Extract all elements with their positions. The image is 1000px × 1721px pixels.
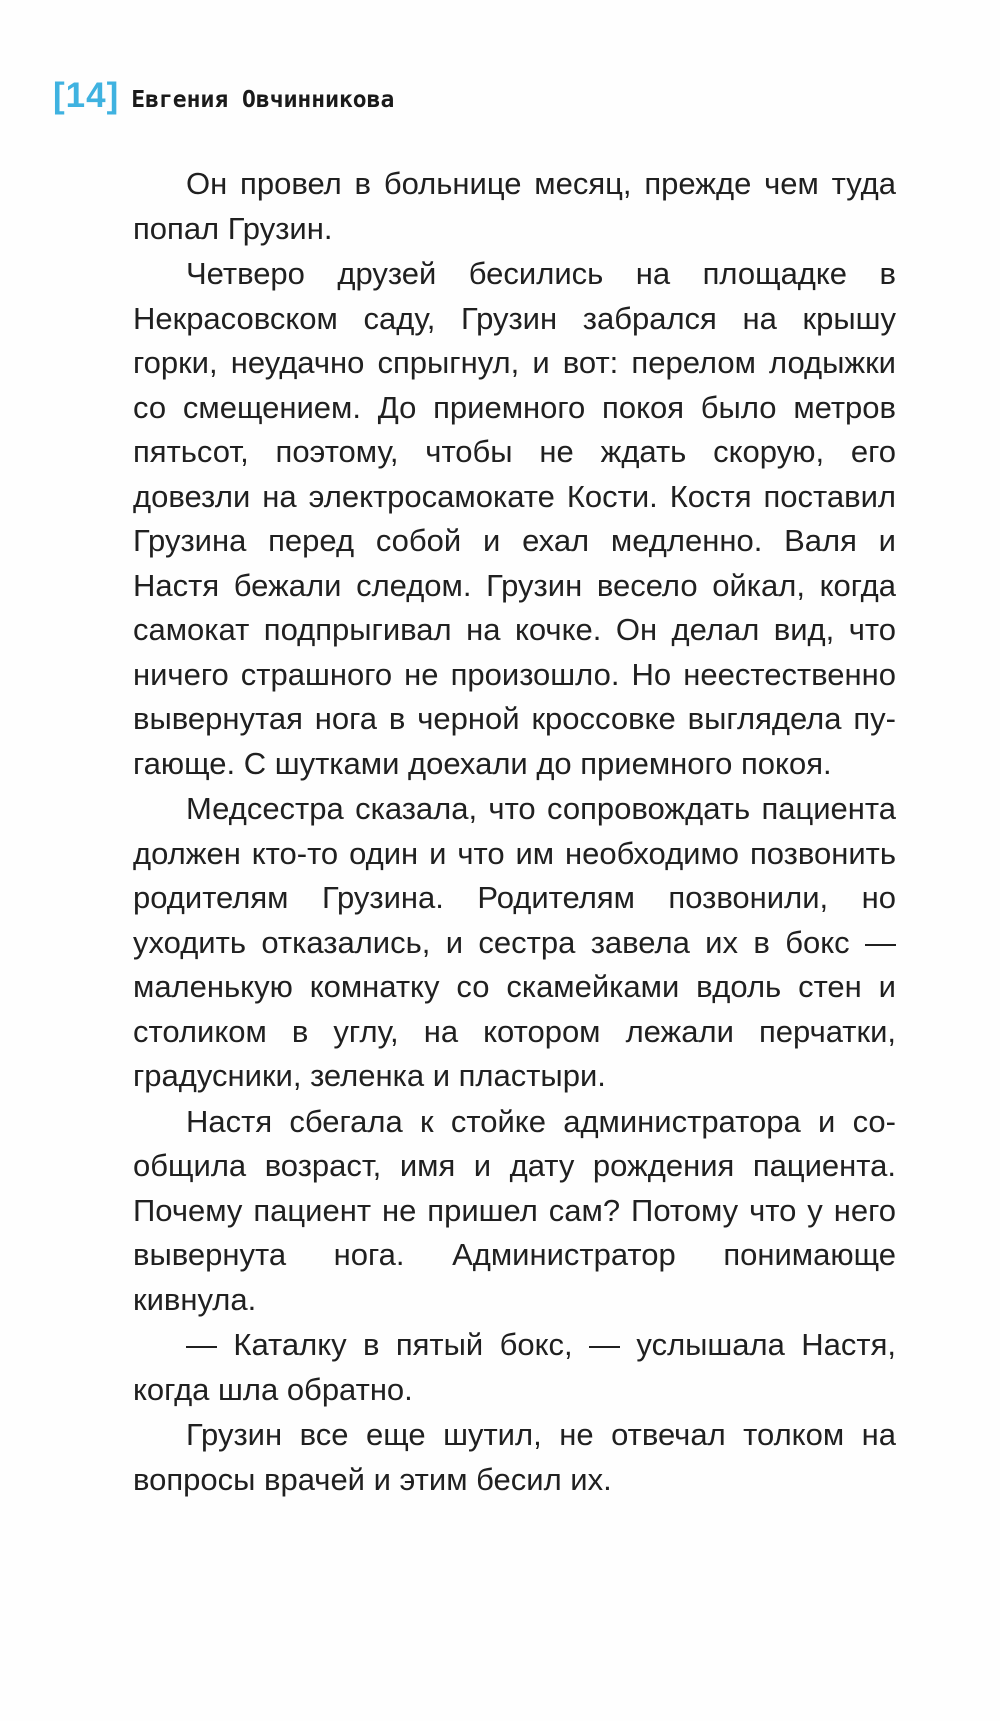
body-text [133,162,896,1502]
paragraph: — Каталку в пятый бокс, — услышала Настя, когда шла обратно. [133,1327,896,1407]
running-head [53,76,394,126]
paragraph: Настя сбегала к стойке администратора и сообщила возраст, имя и дату рождения пациента. Почему пациент не пришел сам? Потому что у него вывернута нога. Администратор понимающе кивнула. [133,1103,896,1317]
page-number: [14] [53,76,120,115]
paragraph: Он провел в больнице месяц, прежде чем туда попал Грузин. [133,166,896,246]
author-name: Евгения Овчинникова [131,87,395,113]
paragraph: Четверо друзей бесились на площадке в Некрасовском саду, Грузин забрался на крышу горки, неудачно спрыгнул, и вот: перелом лодыжки со смещением. До приемного покоя было метров пятьсот, поэтому, чтобы не ждать скорую, его довезли на электросамокате Кости. Костя поставил Грузина перед собой и ехал медленно. Валя и Настя бежали следом. Грузин весело ойкал, когда самокат подпрыгивал на кочке. Он делал вид, что ничего страшного не произошло. Но неестественно вывернутая нога в черной кроссовке выглядела пугающе. С шутками доехали до приемного покоя. [133,256,896,781]
paragraph: Медсестра сказала, что сопровождать пациента должен кто-то один и что им необходимо позвонить родителям Грузина. Родителям позвонили, но уходить отказались, и сестра завела их в бокс — маленькую комнатку со скамейками вдоль стен и столиком в углу, на котором лежали перчатки, градусники, зеленка и пластыри. [133,791,896,1093]
paragraph: Грузин все еще шутил, не отвечал толком на вопросы врачей и этим бесил их. [133,1417,896,1497]
